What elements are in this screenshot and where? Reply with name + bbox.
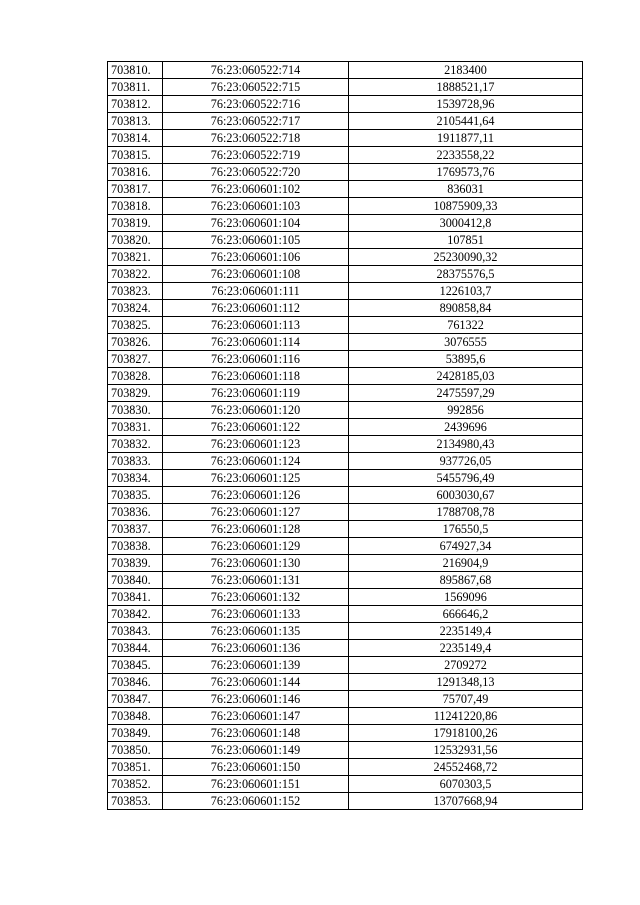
cadastral-number-cell: 76:23:060601:135 <box>163 623 349 640</box>
cadastral-number-cell: 76:23:060601:125 <box>163 470 349 487</box>
row-number-cell: 703830. <box>108 402 163 419</box>
table-row <box>108 283 583 300</box>
cadastral-value-cell: 6003030,67 <box>349 487 583 504</box>
cadastral-value-cell: 13707668,94 <box>349 793 583 810</box>
cadastral-value-cell: 2709272 <box>349 657 583 674</box>
cadastral-value-cell: 24552468,72 <box>349 759 583 776</box>
cadastral-number-cell: 76:23:060601:150 <box>163 759 349 776</box>
cadastral-value-table <box>107 61 583 810</box>
table-row <box>108 708 583 725</box>
table-row <box>108 113 583 130</box>
cadastral-value-cell: 2183400 <box>349 62 583 79</box>
cadastral-value-cell: 176550,5 <box>349 521 583 538</box>
table-row <box>108 130 583 147</box>
cadastral-number-cell: 76:23:060522:718 <box>163 130 349 147</box>
cadastral-number-cell: 76:23:060522:716 <box>163 96 349 113</box>
cadastral-value-cell: 2134980,43 <box>349 436 583 453</box>
table-row <box>108 198 583 215</box>
row-number-cell: 703810. <box>108 62 163 79</box>
cadastral-number-cell: 76:23:060601:106 <box>163 249 349 266</box>
cadastral-number-cell: 76:23:060601:105 <box>163 232 349 249</box>
cadastral-value-cell: 107851 <box>349 232 583 249</box>
cadastral-number-cell: 76:23:060522:714 <box>163 62 349 79</box>
table-row <box>108 572 583 589</box>
cadastral-number-cell: 76:23:060601:124 <box>163 453 349 470</box>
row-number-cell: 703816. <box>108 164 163 181</box>
row-number-cell: 703829. <box>108 385 163 402</box>
cadastral-number-cell: 76:23:060601:151 <box>163 776 349 793</box>
cadastral-number-cell: 76:23:060601:131 <box>163 572 349 589</box>
table-body <box>108 62 583 810</box>
cadastral-value-cell: 2475597,29 <box>349 385 583 402</box>
cadastral-value-cell: 216904,9 <box>349 555 583 572</box>
cadastral-value-cell: 761322 <box>349 317 583 334</box>
cadastral-number-cell: 76:23:060601:104 <box>163 215 349 232</box>
cadastral-value-cell: 28375576,5 <box>349 266 583 283</box>
row-number-cell: 703833. <box>108 453 163 470</box>
cadastral-value-cell: 1569096 <box>349 589 583 606</box>
row-number-cell: 703815. <box>108 147 163 164</box>
table-row <box>108 266 583 283</box>
cadastral-number-cell: 76:23:060601:129 <box>163 538 349 555</box>
cadastral-number-cell: 76:23:060601:132 <box>163 589 349 606</box>
cadastral-value-cell: 2428185,03 <box>349 368 583 385</box>
cadastral-value-cell: 836031 <box>349 181 583 198</box>
cadastral-value-cell: 890858,84 <box>349 300 583 317</box>
cadastral-number-cell: 76:23:060601:128 <box>163 521 349 538</box>
cadastral-value-cell: 11241220,86 <box>349 708 583 725</box>
table-row <box>108 538 583 555</box>
table-row <box>108 453 583 470</box>
row-number-cell: 703847. <box>108 691 163 708</box>
row-number-cell: 703824. <box>108 300 163 317</box>
cadastral-number-cell: 76:23:060601:130 <box>163 555 349 572</box>
row-number-cell: 703820. <box>108 232 163 249</box>
cadastral-value-cell: 12532931,56 <box>349 742 583 759</box>
table-row <box>108 147 583 164</box>
row-number-cell: 703826. <box>108 334 163 351</box>
table-row <box>108 96 583 113</box>
cadastral-number-cell: 76:23:060522:717 <box>163 113 349 130</box>
cadastral-value-cell: 666646,2 <box>349 606 583 623</box>
cadastral-value-cell: 895867,68 <box>349 572 583 589</box>
cadastral-value-cell: 674927,34 <box>349 538 583 555</box>
table-row <box>108 62 583 79</box>
cadastral-value-cell: 2105441,64 <box>349 113 583 130</box>
cadastral-value-cell: 6070303,5 <box>349 776 583 793</box>
row-number-cell: 703839. <box>108 555 163 572</box>
cadastral-value-cell: 992856 <box>349 402 583 419</box>
row-number-cell: 703834. <box>108 470 163 487</box>
row-number-cell: 703837. <box>108 521 163 538</box>
cadastral-value-cell: 1888521,17 <box>349 79 583 96</box>
row-number-cell: 703841. <box>108 589 163 606</box>
table-row <box>108 725 583 742</box>
row-number-cell: 703842. <box>108 606 163 623</box>
cadastral-number-cell: 76:23:060601:123 <box>163 436 349 453</box>
cadastral-number-cell: 76:23:060601:111 <box>163 283 349 300</box>
cadastral-number-cell: 76:23:060601:120 <box>163 402 349 419</box>
table-row <box>108 164 583 181</box>
table-row <box>108 487 583 504</box>
cadastral-value-cell: 75707,49 <box>349 691 583 708</box>
table-row <box>108 232 583 249</box>
table-row <box>108 317 583 334</box>
row-number-cell: 703814. <box>108 130 163 147</box>
row-number-cell: 703845. <box>108 657 163 674</box>
table-row <box>108 606 583 623</box>
row-number-cell: 703852. <box>108 776 163 793</box>
table-row <box>108 385 583 402</box>
row-number-cell: 703853. <box>108 793 163 810</box>
row-number-cell: 703818. <box>108 198 163 215</box>
table-row <box>108 368 583 385</box>
cadastral-number-cell: 76:23:060601:133 <box>163 606 349 623</box>
table-row <box>108 776 583 793</box>
table-row <box>108 334 583 351</box>
cadastral-number-cell: 76:23:060601:113 <box>163 317 349 334</box>
cadastral-value-cell: 25230090,32 <box>349 249 583 266</box>
cadastral-number-cell: 76:23:060601:146 <box>163 691 349 708</box>
cadastral-value-cell: 1539728,96 <box>349 96 583 113</box>
cadastral-value-cell: 1788708,78 <box>349 504 583 521</box>
table-row <box>108 521 583 538</box>
cadastral-value-cell: 937726,05 <box>349 453 583 470</box>
row-number-cell: 703817. <box>108 181 163 198</box>
table-row <box>108 623 583 640</box>
table-row <box>108 402 583 419</box>
cadastral-number-cell: 76:23:060601:148 <box>163 725 349 742</box>
cadastral-value-cell: 1911877,11 <box>349 130 583 147</box>
cadastral-value-cell: 53895,6 <box>349 351 583 368</box>
row-number-cell: 703849. <box>108 725 163 742</box>
row-number-cell: 703819. <box>108 215 163 232</box>
cadastral-value-cell: 3000412,8 <box>349 215 583 232</box>
cadastral-number-cell: 76:23:060601:118 <box>163 368 349 385</box>
row-number-cell: 703850. <box>108 742 163 759</box>
cadastral-number-cell: 76:23:060601:149 <box>163 742 349 759</box>
cadastral-number-cell: 76:23:060522:720 <box>163 164 349 181</box>
cadastral-value-cell: 17918100,26 <box>349 725 583 742</box>
table-row <box>108 589 583 606</box>
row-number-cell: 703851. <box>108 759 163 776</box>
cadastral-value-cell: 2439696 <box>349 419 583 436</box>
row-number-cell: 703846. <box>108 674 163 691</box>
cadastral-number-cell: 76:23:060601:119 <box>163 385 349 402</box>
row-number-cell: 703832. <box>108 436 163 453</box>
cadastral-number-cell: 76:23:060601:112 <box>163 300 349 317</box>
cadastral-number-cell: 76:23:060601:114 <box>163 334 349 351</box>
row-number-cell: 703813. <box>108 113 163 130</box>
table-row <box>108 470 583 487</box>
table-row <box>108 742 583 759</box>
row-number-cell: 703836. <box>108 504 163 521</box>
cadastral-number-cell: 76:23:060601:102 <box>163 181 349 198</box>
row-number-cell: 703831. <box>108 419 163 436</box>
table-row <box>108 181 583 198</box>
table-row <box>108 555 583 572</box>
cadastral-value-cell: 2235149,4 <box>349 623 583 640</box>
cadastral-value-cell: 10875909,33 <box>349 198 583 215</box>
table-row <box>108 436 583 453</box>
cadastral-number-cell: 76:23:060601:127 <box>163 504 349 521</box>
row-number-cell: 703840. <box>108 572 163 589</box>
row-number-cell: 703843. <box>108 623 163 640</box>
row-number-cell: 703838. <box>108 538 163 555</box>
row-number-cell: 703825. <box>108 317 163 334</box>
cadastral-value-cell: 1291348,13 <box>349 674 583 691</box>
table-row <box>108 419 583 436</box>
cadastral-value-cell: 1769573,76 <box>349 164 583 181</box>
cadastral-number-cell: 76:23:060601:108 <box>163 266 349 283</box>
row-number-cell: 703827. <box>108 351 163 368</box>
row-number-cell: 703835. <box>108 487 163 504</box>
table-row <box>108 640 583 657</box>
cadastral-number-cell: 76:23:060601:139 <box>163 657 349 674</box>
cadastral-number-cell: 76:23:060601:152 <box>163 793 349 810</box>
row-number-cell: 703823. <box>108 283 163 300</box>
cadastral-number-cell: 76:23:060601:103 <box>163 198 349 215</box>
cadastral-number-cell: 76:23:060601:116 <box>163 351 349 368</box>
cadastral-number-cell: 76:23:060601:126 <box>163 487 349 504</box>
cadastral-value-cell: 1226103,7 <box>349 283 583 300</box>
table-row <box>108 215 583 232</box>
cadastral-number-cell: 76:23:060601:136 <box>163 640 349 657</box>
cadastral-value-cell: 2235149,4 <box>349 640 583 657</box>
table-row <box>108 793 583 810</box>
row-number-cell: 703844. <box>108 640 163 657</box>
cadastral-number-cell: 76:23:060601:147 <box>163 708 349 725</box>
row-number-cell: 703822. <box>108 266 163 283</box>
table-row <box>108 657 583 674</box>
table-row <box>108 691 583 708</box>
row-number-cell: 703848. <box>108 708 163 725</box>
table-row <box>108 674 583 691</box>
table-row <box>108 79 583 96</box>
table-row <box>108 249 583 266</box>
row-number-cell: 703821. <box>108 249 163 266</box>
cadastral-value-cell: 2233558,22 <box>349 147 583 164</box>
cadastral-number-cell: 76:23:060601:122 <box>163 419 349 436</box>
table-row <box>108 351 583 368</box>
cadastral-number-cell: 76:23:060522:719 <box>163 147 349 164</box>
row-number-cell: 703828. <box>108 368 163 385</box>
table-row <box>108 504 583 521</box>
row-number-cell: 703811. <box>108 79 163 96</box>
table-row <box>108 300 583 317</box>
row-number-cell: 703812. <box>108 96 163 113</box>
cadastral-value-cell: 5455796,49 <box>349 470 583 487</box>
cadastral-value-cell: 3076555 <box>349 334 583 351</box>
table-row <box>108 759 583 776</box>
cadastral-number-cell: 76:23:060601:144 <box>163 674 349 691</box>
cadastral-number-cell: 76:23:060522:715 <box>163 79 349 96</box>
